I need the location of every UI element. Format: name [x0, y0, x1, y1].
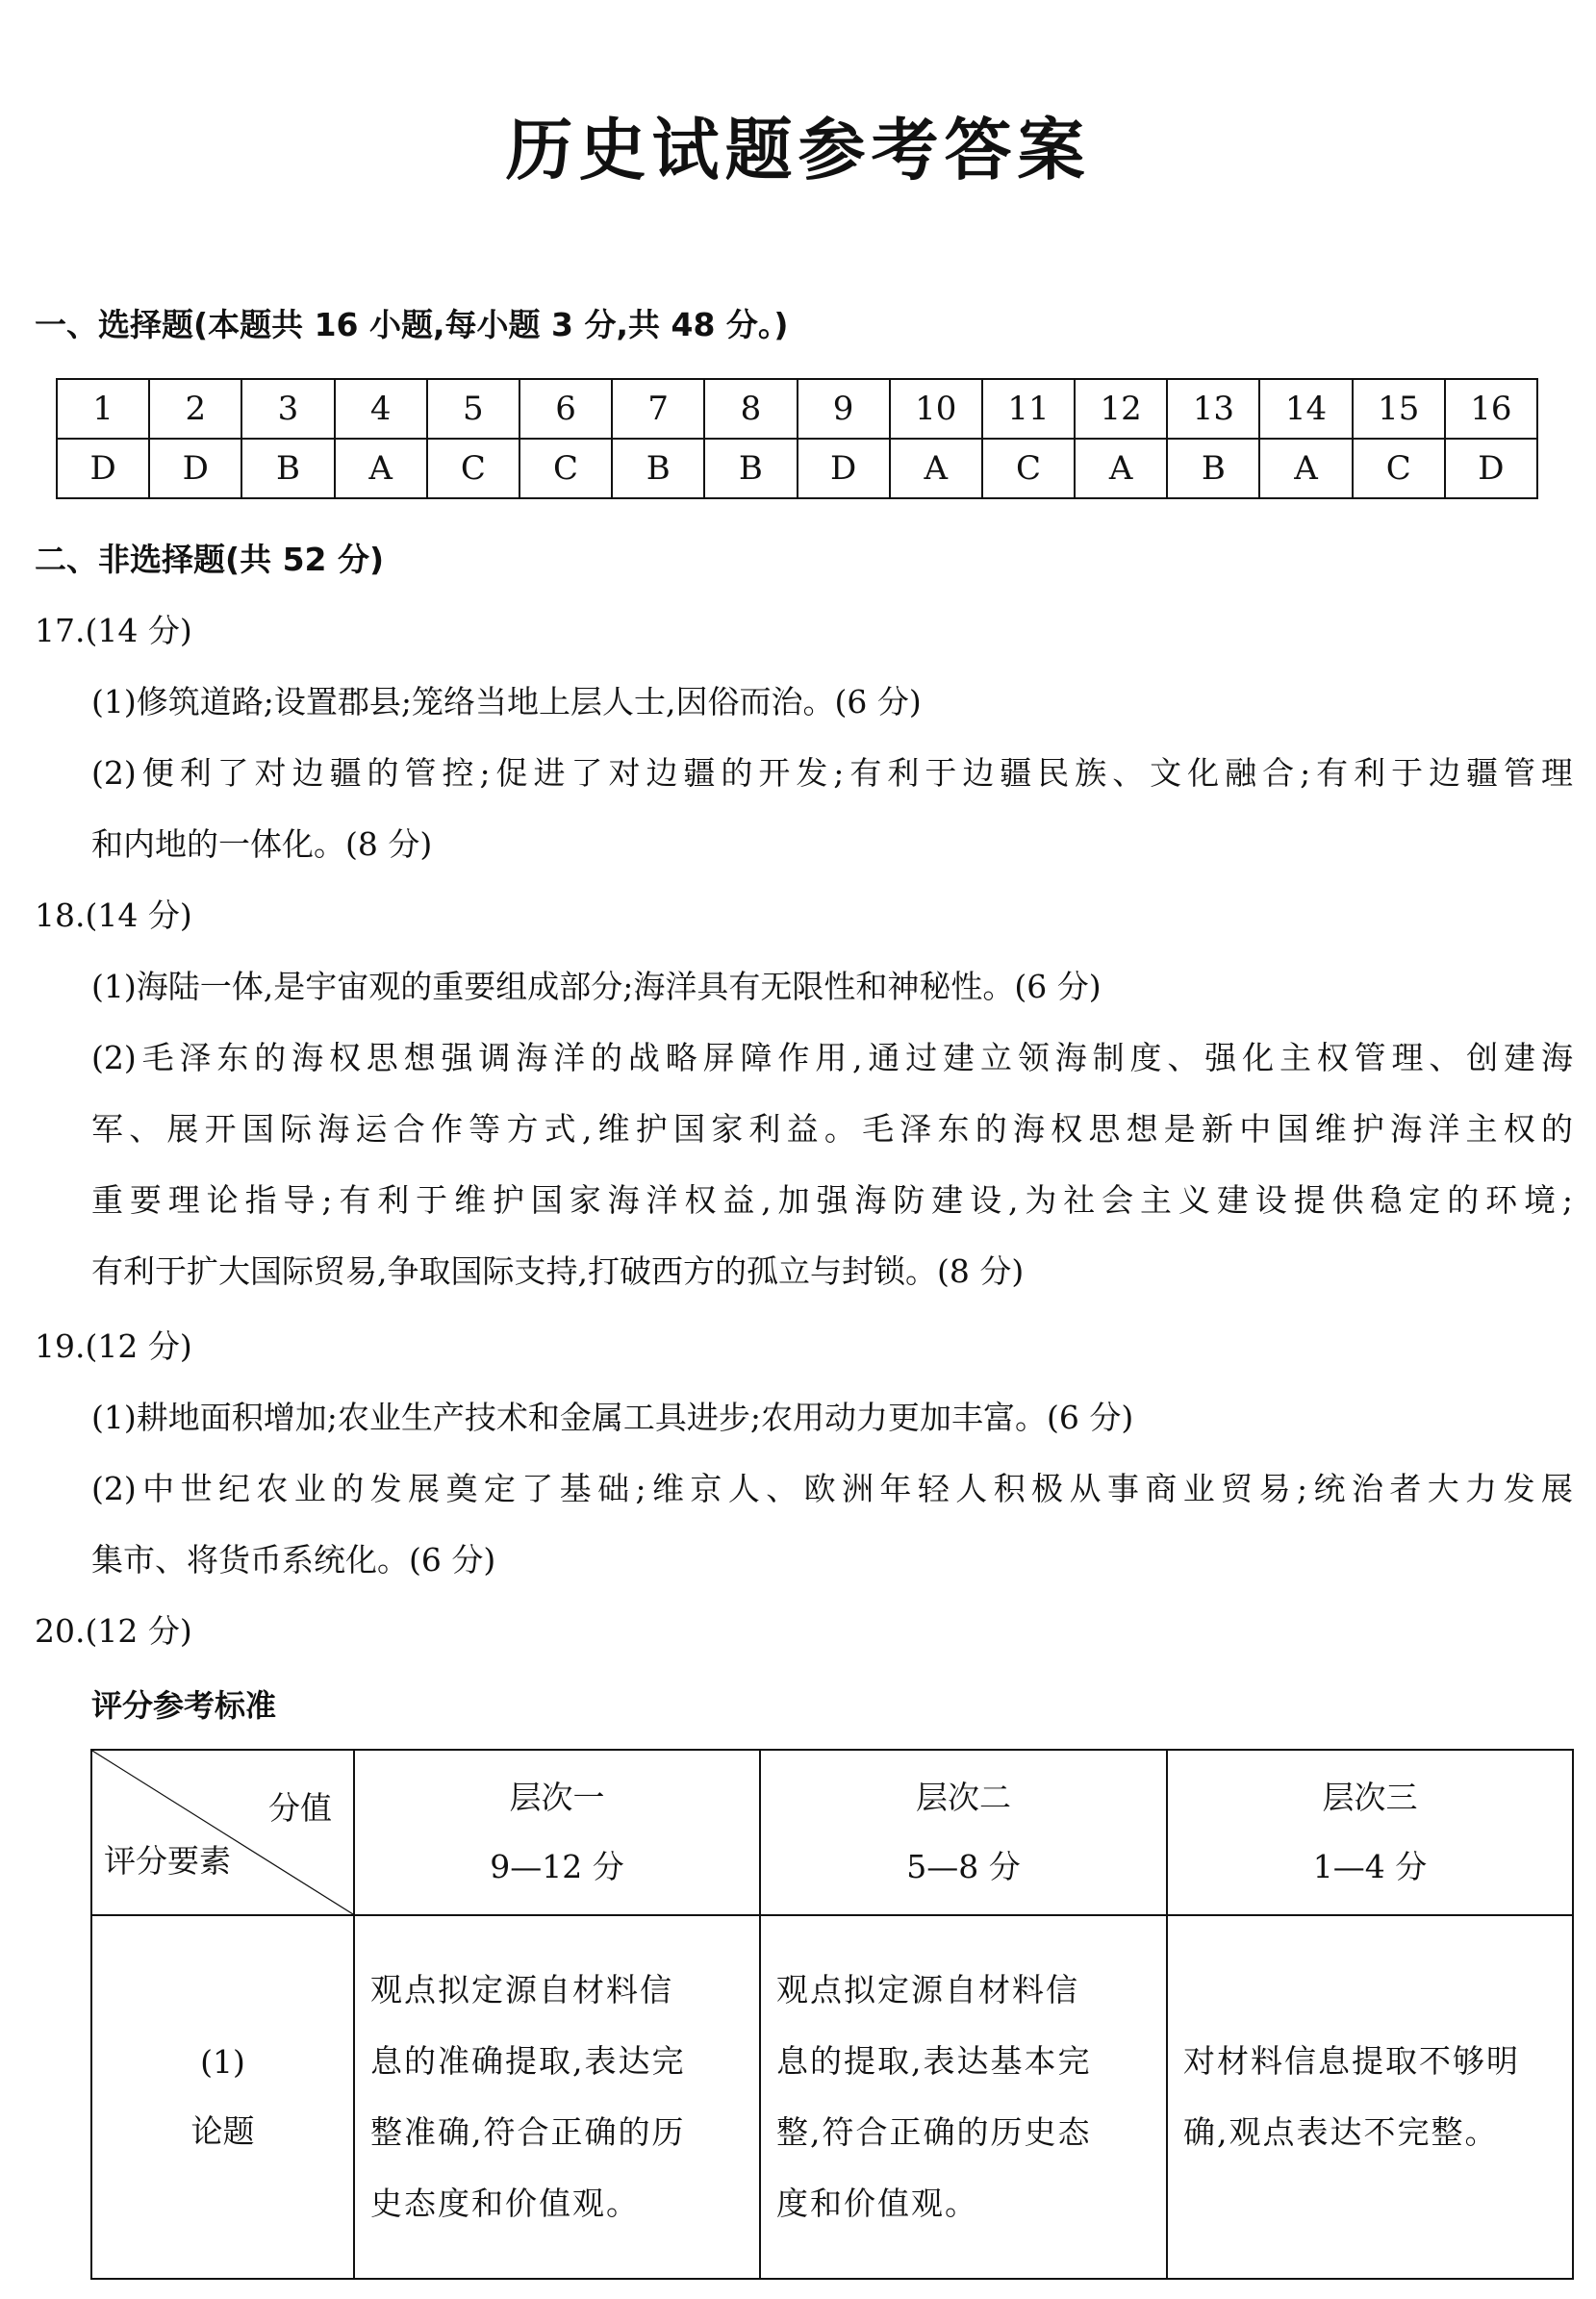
scoring-rubric-table [90, 1749, 1574, 2280]
level-3-header [1167, 1750, 1573, 1915]
question-number-cell: 15 [1353, 379, 1445, 439]
q18-answer-1: (1)海陆一体,是宇宙观的重要组成部分;海洋具有无限性和神秘性。(6 分) [91, 968, 1102, 1005]
question-number-cell: 5 [427, 379, 519, 439]
q19-answer-1: (1)耕地面积增加;农业生产技术和金属工具进步;农用动力更加丰富。(6 分) [91, 1399, 1134, 1436]
answer-letter-cell: A [890, 439, 982, 498]
level-1-desc-line: 整准确,符合正确的历 [370, 2113, 686, 2151]
answer-letter-cell: C [427, 439, 519, 498]
level-3-name: 层次三 [1322, 1779, 1418, 1816]
page-title: 历史试题参考答案 [505, 111, 1091, 189]
level-3-desc-line: 确,观点表达不完整。 [1183, 2113, 1499, 2151]
answer-letter-cell: D [1445, 439, 1537, 498]
level-3-desc-line: 对材料信息提取不够明 [1183, 2042, 1520, 2080]
level-2-header [760, 1750, 1167, 1915]
section-choice-heading: 一、选择题(本题共 16 小题,每小题 3 分,共 48 分。) [35, 306, 789, 343]
question-number-cell: 13 [1167, 379, 1259, 439]
question-number-cell: 6 [519, 379, 612, 439]
level-2-desc-line: 息的提取,表达基本完 [776, 2042, 1092, 2080]
q18-answer-2-line1: (2)毛泽东的海权思想强调海洋的战略屏障作用,通过建立领海制度、强化主权管理、创建海 [91, 1039, 1573, 1076]
question-number-cell: 7 [612, 379, 704, 439]
level-2-desc-line: 观点拟定源自材料信 [776, 1971, 1079, 2008]
question-19-label: 19.(12 分) [35, 1327, 192, 1365]
q18-answer-2-line4: 有利于扩大国际贸易,争取国际支持,打破西方的孤立与封锁。(8 分) [91, 1252, 1025, 1290]
rubric-row-topic [91, 1915, 1573, 2279]
q19-answer-2-line2: 集市、将货币系统化。(6 分) [91, 1541, 496, 1579]
q17-answer-2-line2: 和内地的一体化。(8 分) [91, 825, 433, 863]
level-3-description [1167, 1915, 1573, 2279]
answer-letter-cell: B [612, 439, 704, 498]
question-17-label: 17.(14 分) [35, 612, 192, 649]
answer-letter-cell: C [1353, 439, 1445, 498]
level-2-desc-line: 整,符合正确的历史态 [776, 2113, 1092, 2151]
question-number-cell: 4 [335, 379, 427, 439]
question-number-cell: 3 [241, 379, 334, 439]
answer-letter-cell: A [1075, 439, 1167, 498]
scoring-standard-heading: 评分参考标准 [91, 1687, 277, 1724]
level-1-score: 9—12 分 [490, 1848, 624, 1885]
answer-letter-cell: C [982, 439, 1075, 498]
level-2-description [760, 1915, 1167, 2279]
level-1-desc-line: 史态度和价值观。 [370, 2185, 640, 2222]
question-number-cell: 12 [1075, 379, 1167, 439]
level-2-score: 5—8 分 [906, 1848, 1021, 1885]
section-nonchoice-heading: 二、非选择题(共 52 分) [35, 541, 385, 578]
criterion-name: 论题 [190, 2112, 255, 2150]
question-18-label: 18.(14 分) [35, 897, 192, 934]
answer-letter-cell: B [704, 439, 797, 498]
question-20-label: 20.(12 分) [35, 1612, 192, 1650]
answer-letter-cell: D [798, 439, 890, 498]
question-number-cell: 9 [798, 379, 890, 439]
level-2-name: 层次二 [916, 1779, 1011, 1816]
level-1-desc-line: 观点拟定源自材料信 [370, 1971, 673, 2008]
question-number-cell: 8 [704, 379, 797, 439]
question-number-cell: 11 [982, 379, 1075, 439]
answer-key-table [56, 378, 1538, 499]
level-1-desc-line: 息的准确提取,表达完 [370, 2042, 686, 2080]
diagonal-line [92, 1751, 353, 1914]
question-number-cell: 2 [149, 379, 241, 439]
level-1-description [354, 1915, 760, 2279]
rubric-corner-cell [91, 1750, 354, 1915]
level-1-name: 层次一 [509, 1779, 605, 1816]
question-number-cell: 10 [890, 379, 982, 439]
rubric-header-row [91, 1750, 1573, 1915]
corner-score-label: 分值 [268, 1789, 332, 1827]
q18-answer-2-line2: 军、展开国际海运合作等方式,维护国家利益。毛泽东的海权思想是新中国维护海洋主权的 [91, 1110, 1573, 1148]
q17-answer-1: (1)修筑道路;设置郡县;笼络当地上层人士,因俗而治。(6 分) [91, 683, 922, 720]
level-2-desc-line: 度和价值观。 [776, 2185, 978, 2222]
question-number-cell: 1 [57, 379, 149, 439]
question-number-cell: 14 [1259, 379, 1352, 439]
level-3-score: 1—4 分 [1312, 1848, 1428, 1885]
answer-letter-cell: D [57, 439, 149, 498]
question-number-row [57, 379, 1537, 439]
q19-answer-2-line1: (2)中世纪农业的发展奠定了基础;维京人、欧洲年轻人积极从事商业贸易;统治者大力发展 [91, 1470, 1573, 1507]
answer-letter-cell: C [519, 439, 612, 498]
criterion-topic-cell [91, 1915, 354, 2279]
answer-letter-cell: A [1259, 439, 1352, 498]
answer-letter-cell: B [241, 439, 334, 498]
answer-letter-cell: D [149, 439, 241, 498]
q18-answer-2-line3: 重要理论指导;有利于维护国家海洋权益,加强海防建设,为社会主义建设提供稳定的环境; [91, 1181, 1573, 1219]
answer-letter-cell: A [335, 439, 427, 498]
answer-letter-cell: B [1167, 439, 1259, 498]
level-1-header [354, 1750, 760, 1915]
corner-criteria-label: 评分要素 [104, 1842, 231, 1880]
question-number-cell: 16 [1445, 379, 1537, 439]
criterion-number: (1) [200, 2043, 245, 2081]
answer-letter-row [57, 439, 1537, 498]
q17-answer-2-line1: (2)便利了对边疆的管控;促进了对边疆的开发;有利于边疆民族、文化融合;有利于边疆管理 [91, 754, 1573, 792]
